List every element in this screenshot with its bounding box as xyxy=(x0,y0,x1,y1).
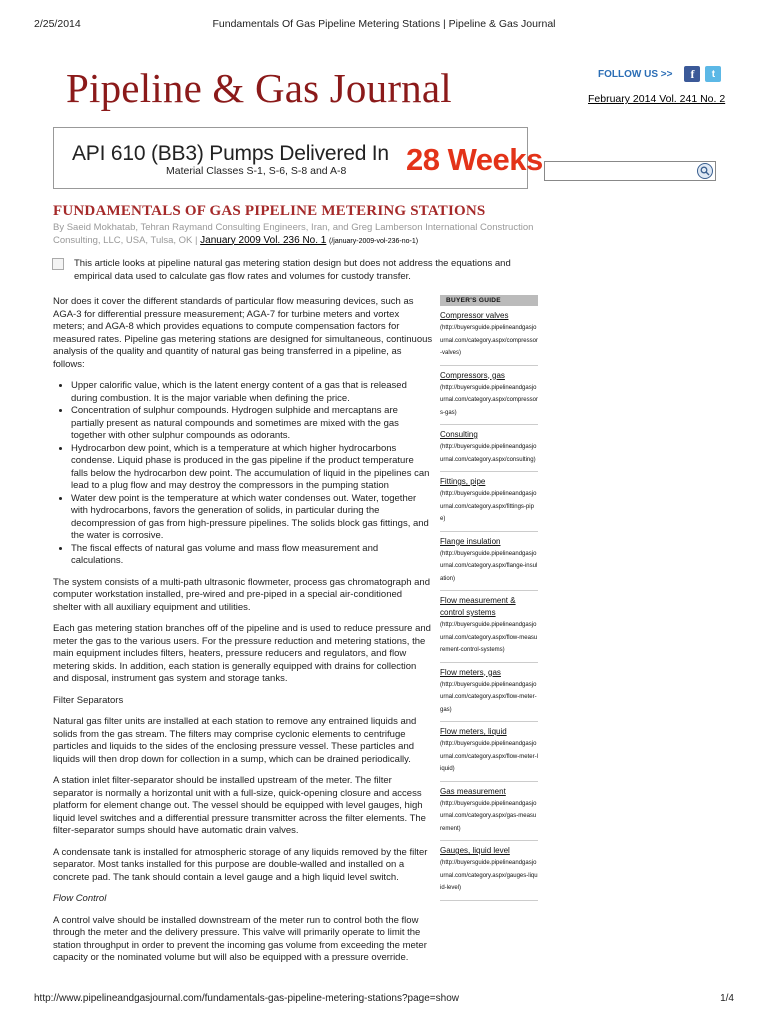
buyers-guide-item xyxy=(440,782,538,842)
facebook-icon[interactable]: f xyxy=(684,66,700,82)
buyers-guide-url: (http://buyersguide.pipelineandgasjournal.com/category.aspx/consulting) xyxy=(440,444,537,463)
buyers-guide-link[interactable]: Fittings, pipe xyxy=(440,477,486,486)
buyers-guide-link[interactable]: Flange insulation xyxy=(440,536,501,546)
paragraph: Nor does it cover the different standards of particular flow measuring devices, such as AGA-3 for differential pressure measurement; AGA-7 for turbine meters and vortex meters; and AGA-8 which provides equations to compute compensation factors for measured rates. Pipeline gas metering stations are designed for simultaneous, continuous analysis of the quality and quantity of natural gas being transferred in a pipeline, as follows: xyxy=(53,296,433,370)
section-heading-flow: Flow Control xyxy=(53,893,107,904)
buyers-guide-url: (http://buyersguide.pipelineandgasjournal.com/category.aspx/flow-meter-gas) xyxy=(440,681,537,713)
buyers-guide-url: (http://buyersguide.pipelineandgasjournal.com/category.aspx/gas-measurement) xyxy=(440,800,537,832)
buyers-guide-url: (http://buyersguide.pipelineandgasjournal.com/category.aspx/flow-meter-liquid) xyxy=(440,741,538,772)
buyers-guide-heading: BUYER'S GUIDE xyxy=(440,295,538,306)
banner-weeks: 28 Weeks xyxy=(406,142,543,177)
buyers-guide-item xyxy=(440,366,538,426)
buyers-guide-item xyxy=(440,532,538,592)
buyers-guide-item xyxy=(440,472,538,532)
search-icon[interactable] xyxy=(697,163,713,179)
buyers-guide-item xyxy=(440,722,538,782)
buyers-guide-url: (http://buyersguide.pipelineandgasjournal.com/category.aspx/flow-measurement-control-systems) xyxy=(440,622,538,653)
paragraph: Natural gas filter units are installed at each station to remove any entrained liquids and solids from the gas stream. The filters may comprise cyclonic elements to centrifuge particles and liquids to the sides of the enclosing pressure vessel. These particles and liquids will then drop down for collection in a sump, which can be drained periodically. xyxy=(53,716,417,765)
print-date: 2/25/2014 xyxy=(34,18,81,30)
follow-us xyxy=(598,66,726,82)
ad-banner[interactable] xyxy=(53,127,543,189)
paragraph: Each gas metering station branches off of the pipeline and is used to reduce pressure and meter the gas to the various users. For the pressure reduction and metering stations, the main equipment includes filters, heaters, pressure reducers and regulators, and flow metering skids. In addition, each station is generally equipped with drains for collection and disposal, instrument gas system and storage tanks. xyxy=(53,623,431,684)
banner-subtext: Material Classes S-1, S-6, S-8 and A-8 xyxy=(166,165,347,177)
print-footer xyxy=(34,993,734,1004)
buyers-guide-link[interactable]: Compressor valves xyxy=(440,311,509,320)
paragraph: A condensate tank is installed for atmospheric storage of any liquids removed by the filter separator. Most tanks installed for this purpose are double-walled and installed on a concrete pad. The tank should contain a level gauge and a high liquid level switch. xyxy=(53,846,428,883)
buyers-guide-link[interactable]: Flow measurement & control systems xyxy=(440,596,516,617)
buyers-guide-item xyxy=(440,841,538,901)
buyers-guide-link[interactable]: Gas measurement xyxy=(440,786,506,796)
paragraph: A control valve should be installed downstream of the meter run to control both the flow through the meter and the delivery pressure. This valve will primarily operate to limit the station throughput in order to prevent the incoming gas volume from exceeding the meter capacity or the nominated volume but will also be equipped with a pressure override. xyxy=(53,914,427,963)
list-item: • The fiscal effects of natural gas volume and mass flow measurement and calculations. xyxy=(71,543,433,568)
article-title: FUNDAMENTALS OF GAS PIPELINE METERING STATIONS xyxy=(53,203,486,219)
buyers-guide-link[interactable]: Flow meters, liquid xyxy=(440,727,507,736)
issue-link[interactable]: January 2009 Vol. 236 No. 1 xyxy=(200,234,327,246)
masthead-logo[interactable]: Pipeline & Gas Journal xyxy=(66,65,452,111)
buyers-guide-url: (http://buyersguide.pipelineandgasjournal.com/category.aspx/compressor-valves) xyxy=(440,325,538,356)
article-intro: This article looks at pipeline natural gas metering station design but does not address the equations and empirical data used to calculate gas flow rates and volumes for custody transfer. xyxy=(74,258,511,282)
follow-us-label: FOLLOW US >> xyxy=(598,68,673,80)
print-header xyxy=(34,18,734,32)
section-heading-filter: Filter Separators xyxy=(53,694,124,706)
buyers-guide-link[interactable]: Gauges, liquid level xyxy=(440,846,510,855)
search-input[interactable] xyxy=(544,161,716,181)
buyers-guide-item xyxy=(440,306,538,366)
list-item: • Concentration of sulphur compounds. Hydrogen sulphide and mercaptans are partially present as natural compounds and sometimes are mixed with the gas together with other sulphur compounds as odorants. xyxy=(71,405,433,443)
list-item: • Water dew point is the temperature at which water condenses out. Water, together with hydrocarbons, favors the generation of solids, in particular during the decompression of gas from high-pressure pipelines. The solids block gas fittings, and the water is corrosive. xyxy=(71,493,433,543)
buyers-guide-url: (http://buyersguide.pipelineandgasjournal.com/category.aspx/gauges-liquid-level) xyxy=(440,860,538,891)
paragraph: A station inlet filter-separator should be installed upstream of the meter. The filter separator is normally a horizontal unit with a full-size, quick-opening closure and access platform for element change out. The vessel should be equipped with level gauges, high liquid level switches and a differential pressure transmitter across the filter elements. The filter-separator sumps should have automatic drain valves. xyxy=(53,775,426,836)
buyers-guide-url: (http://buyersguide.pipelineandgasjournal.com/category.aspx/compressors-gas) xyxy=(440,384,538,416)
article-body xyxy=(53,296,433,974)
buyers-guide-url: (http://buyersguide.pipelineandgasjournal.com/category.aspx/flange-insulation) xyxy=(440,550,538,582)
print-page-number: 1/4 xyxy=(720,993,734,1004)
buyers-guide-item xyxy=(440,591,538,663)
twitter-icon[interactable]: t xyxy=(705,66,721,82)
banner-headline: API 610 (BB3) Pumps Delivered In xyxy=(72,142,389,165)
buyers-guide-item xyxy=(440,425,538,472)
list-item: • Hydrocarbon dew point, which is a temperature at which higher hydrocarbons condense. Liquid phase is produced in the gas pipeline if the product temperature falls below the hydrocarbon dew point. The accumulation of liquid in the pipelines can lead to a plug flow and may destroy the compressors in the pumping station xyxy=(71,443,433,493)
byline-authors: By Saeid Mokhatab, Tehran Raymand Consulting Engineers, Iran, and Greg Lamberson International Construction Consulting, LLC, USA, Tulsa, OK | xyxy=(53,222,534,246)
buyers-guide-item xyxy=(440,663,538,723)
current-issue-link[interactable]: February 2014 Vol. 241 No. 2 xyxy=(588,93,726,105)
paragraph: The system consists of a multi-path ultrasonic flowmeter, process gas chromatograph and computer workstation installed, pre-wired and pre-piped in a special air-conditioned shelter with all auxiliary equipment and utilities. xyxy=(53,576,431,613)
buyers-guide-link[interactable]: Compressors, gas xyxy=(440,370,505,380)
article-byline xyxy=(53,222,543,248)
print-page-title: Fundamentals Of Gas Pipeline Metering Stations | Pipeline & Gas Journal xyxy=(212,18,556,30)
list-item: • Upper calorific value, which is the latent energy content of a gas that is released during combustion. It is the major variable when defining the price. xyxy=(71,380,433,405)
bullet-list xyxy=(67,380,433,568)
print-url: http://www.pipelineandgasjournal.com/fundamentals-gas-pipeline-metering-stations?page=show xyxy=(34,993,459,1004)
buyers-guide-link[interactable]: Flow meters, gas xyxy=(440,667,501,677)
buyers-guide-sidebar xyxy=(440,295,538,901)
buyers-guide-link[interactable]: Consulting xyxy=(440,430,478,439)
buyers-guide-url: (http://buyersguide.pipelineandgasjournal.com/category.aspx/fittings-pipe) xyxy=(440,491,537,522)
article-image-icon xyxy=(52,258,64,270)
issue-url: (/january-2009-vol-236-no-1) xyxy=(329,237,419,245)
